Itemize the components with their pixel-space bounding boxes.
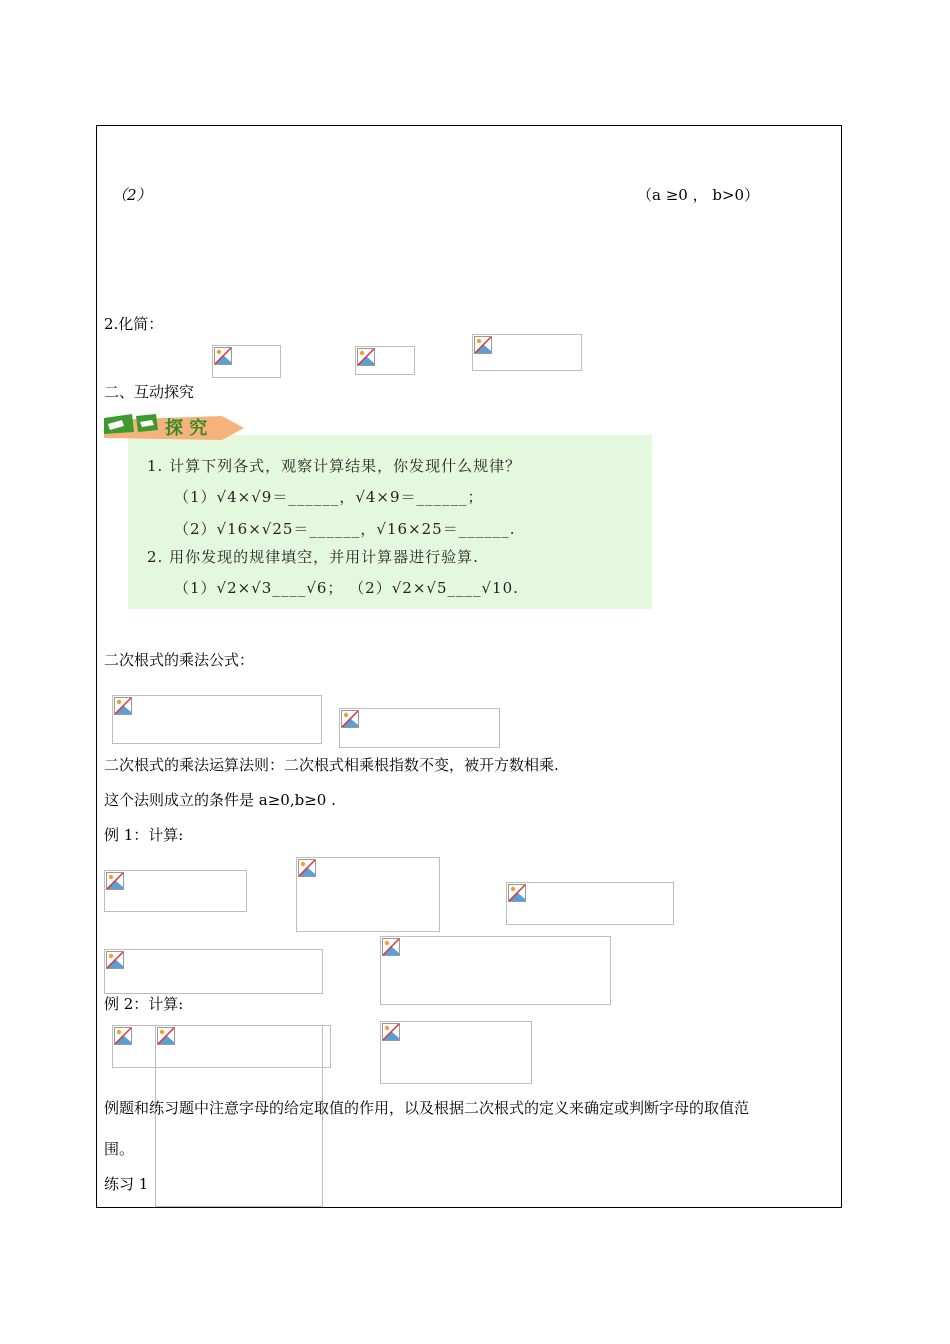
explore-q1-1: （1）√4×√9＝______，√4×9＝______； xyxy=(174,488,484,506)
rule-condition: 这个法则成立的条件是 a≥0,b≥0 . xyxy=(104,791,336,809)
broken-image-icon xyxy=(382,938,400,956)
note-line-1: 例题和练习题中注意字母的给定取值的作用，以及根据二次根式的定义来确定或判断字母的取值范 xyxy=(104,1099,750,1117)
formula-image xyxy=(104,949,323,994)
formula-image xyxy=(355,346,415,375)
broken-image-icon xyxy=(114,697,132,715)
formula-image xyxy=(472,334,582,371)
condition-note: （a ≥0 ， b>0） xyxy=(637,186,760,204)
section-heading: 二、互动探究 xyxy=(104,383,195,401)
broken-image-icon xyxy=(106,872,124,890)
broken-image-icon xyxy=(357,348,375,366)
broken-image-icon xyxy=(157,1027,175,1045)
broken-image-icon xyxy=(382,1023,400,1041)
formula-image xyxy=(104,870,247,912)
explore-q2: 2. 用你发现的规律填空，并用计算器进行验算. xyxy=(147,548,479,566)
broken-image-icon xyxy=(114,1027,132,1045)
formula-image xyxy=(380,1021,532,1084)
formula-image xyxy=(506,882,674,925)
item-2-label: （2） xyxy=(112,186,152,204)
formula-image xyxy=(380,936,611,1005)
formula-image xyxy=(212,345,281,378)
formula-image xyxy=(296,857,440,932)
broken-image-icon xyxy=(508,884,526,902)
example-1-heading: 例 1：计算: xyxy=(104,826,184,844)
explore-banner-text: 探 究 xyxy=(165,418,208,439)
broken-image-icon xyxy=(474,336,492,354)
explore-q1: 1. 计算下列各式，观察计算结果，你发现什么规律？ xyxy=(147,457,522,475)
formula-image xyxy=(112,695,322,744)
broken-image-icon xyxy=(214,347,232,365)
broken-image-icon xyxy=(106,951,124,969)
example-2-heading: 例 2：计算: xyxy=(104,995,184,1013)
multiplication-rule: 二次根式的乘法运算法则：二次根式相乘根指数不变，被开方数相乘. xyxy=(104,756,559,774)
practice-heading: 练习 1 xyxy=(104,1175,149,1193)
simplify-heading: 2.化简： xyxy=(104,315,164,333)
note-line-2: 围。 xyxy=(104,1140,135,1158)
explore-q1-2: （2）√16×√25＝______，√16×25＝______. xyxy=(174,520,516,538)
explore-q2-1: （1）√2×√3____√6； （2）√2×√5____√10. xyxy=(174,579,519,597)
formula-heading: 二次根式的乘法公式： xyxy=(104,651,255,669)
broken-image-icon xyxy=(341,710,359,728)
broken-image-icon xyxy=(298,859,316,877)
formula-image xyxy=(339,708,500,748)
